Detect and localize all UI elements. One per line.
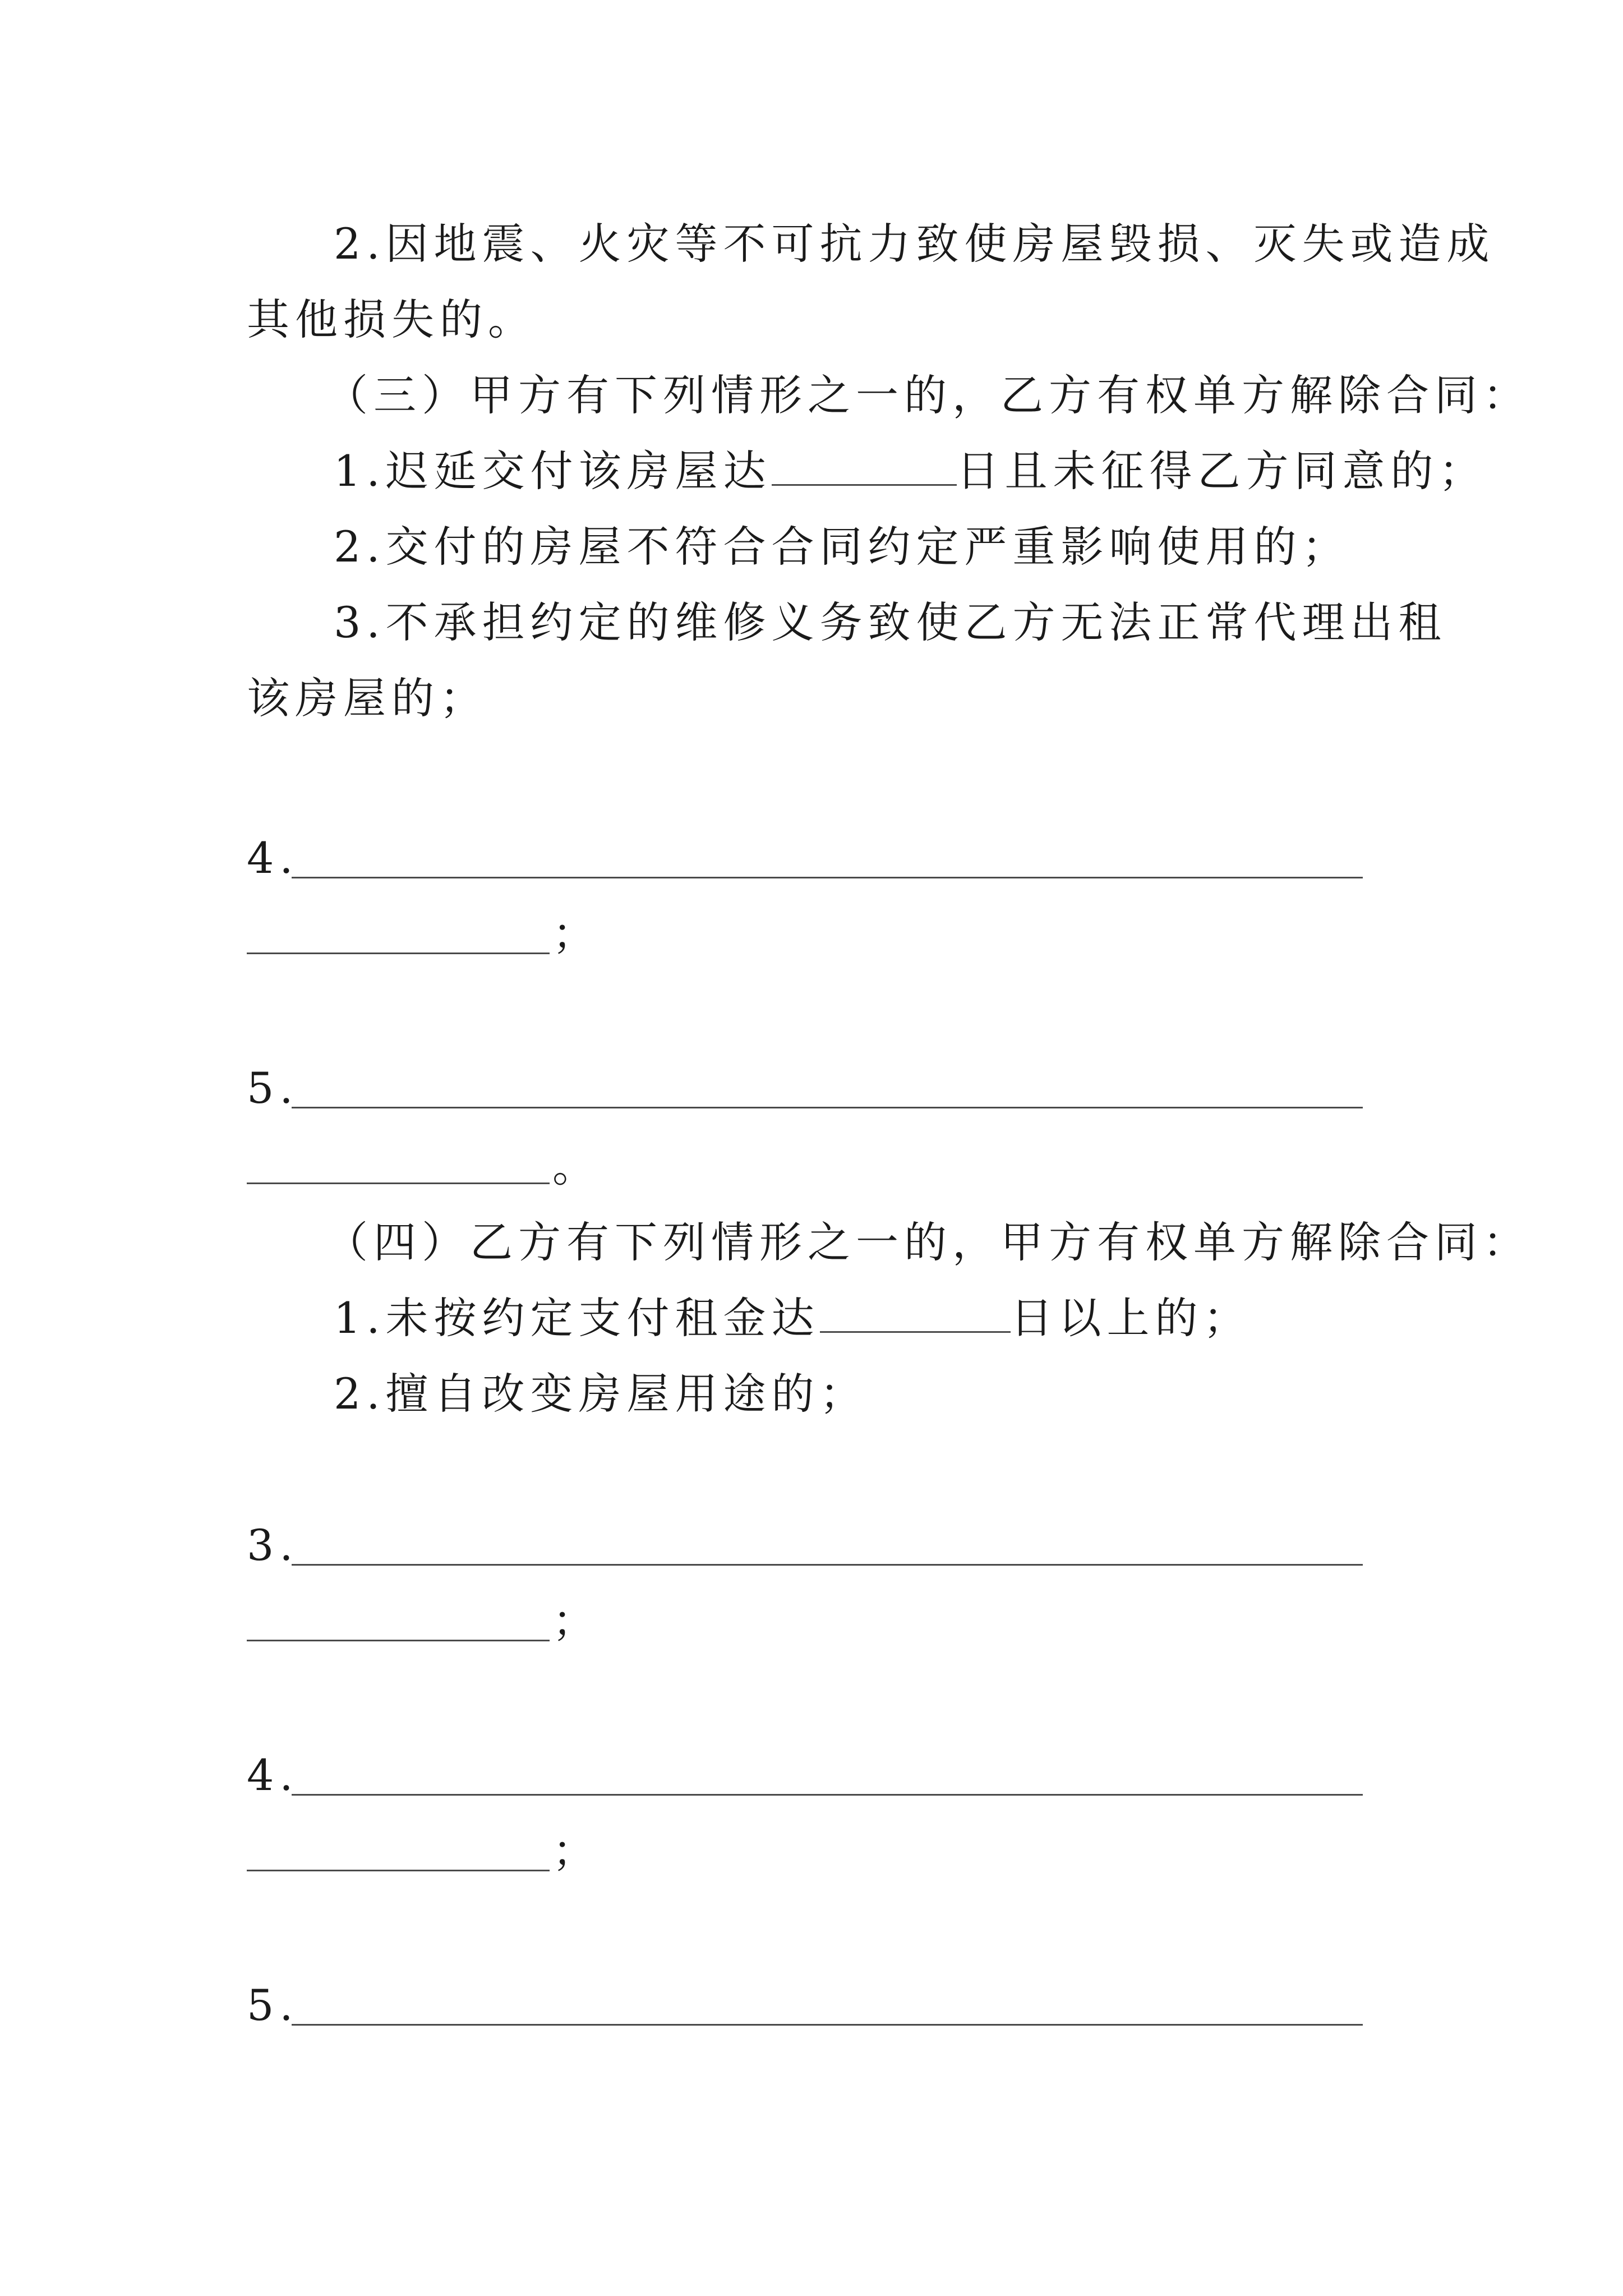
section-4-item-5-number: 5. [247,1980,299,2030]
section-3-heading: （三）甲方有下列情形之一的，乙方有权单方解除合同： [325,370,1531,420]
section-4-item-3-number: 3. [247,1520,299,1570]
section-3-item-1-text-a: 1.迟延交付该房屋达 [334,446,772,496]
rent-days-blank-field[interactable] [820,1292,1011,1333]
section-4-item-4-blank-line-2[interactable] [247,1870,550,1871]
section-4-item-3-blank-line-1[interactable] [292,1564,1363,1566]
section-3-item-4-end: ； [552,909,601,959]
section-3-item-3-line-2: 该房屋的； [247,673,488,723]
section-3-item-4-blank-line-2[interactable] [247,953,550,954]
section-4-item-1-text-b: 日以上的； [1010,1293,1252,1343]
section-4-item-3-end: ； [552,1596,601,1646]
section-3-item-5-number: 5. [247,1063,299,1113]
section-3-item-2: 2.交付的房屋不符合合同约定严重影响使用的； [334,522,1350,572]
section-4-item-5-blank-line-1[interactable] [292,2024,1363,2026]
section-3-item-3-line-1: 3.不承担约定的维修义务致使乙方无法正常代理出租 [334,597,1447,647]
section-3-item-1 [334,443,1487,499]
section-3-item-1-text-b: 日且未征得乙方同意的； [956,446,1487,496]
section-4-item-4-end: ； [552,1826,601,1876]
section-4-item-3-blank-line-2[interactable] [247,1640,550,1641]
section-4-heading: （四）乙方有下列情形之一的，甲方有权单方解除合同： [325,1217,1531,1267]
clause-2-line-2: 其他损失的。 [247,295,536,344]
section-3-item-5-blank-line-1[interactable] [292,1107,1363,1108]
section-3-item-4-blank-line-1[interactable] [292,877,1363,878]
section-3-item-5-end: 。 [552,1142,601,1191]
section-4-item-1 [334,1290,1252,1346]
days-blank-field[interactable] [772,445,957,486]
section-3-item-5-blank-line-2[interactable] [247,1182,550,1184]
section-3-item-4-number: 4. [247,833,299,883]
clause-2-line-1: 2.因地震、火灾等不可抗力致使房屋毁损、灭失或造成 [334,219,1495,269]
section-4-item-4-number: 4. [247,1750,299,1800]
section-4-item-1-text-a: 1.未按约定支付租金达 [334,1293,820,1343]
section-4-item-4-blank-line-1[interactable] [292,1794,1363,1796]
section-4-item-2: 2.擅自改变房屋用途的； [334,1369,868,1419]
